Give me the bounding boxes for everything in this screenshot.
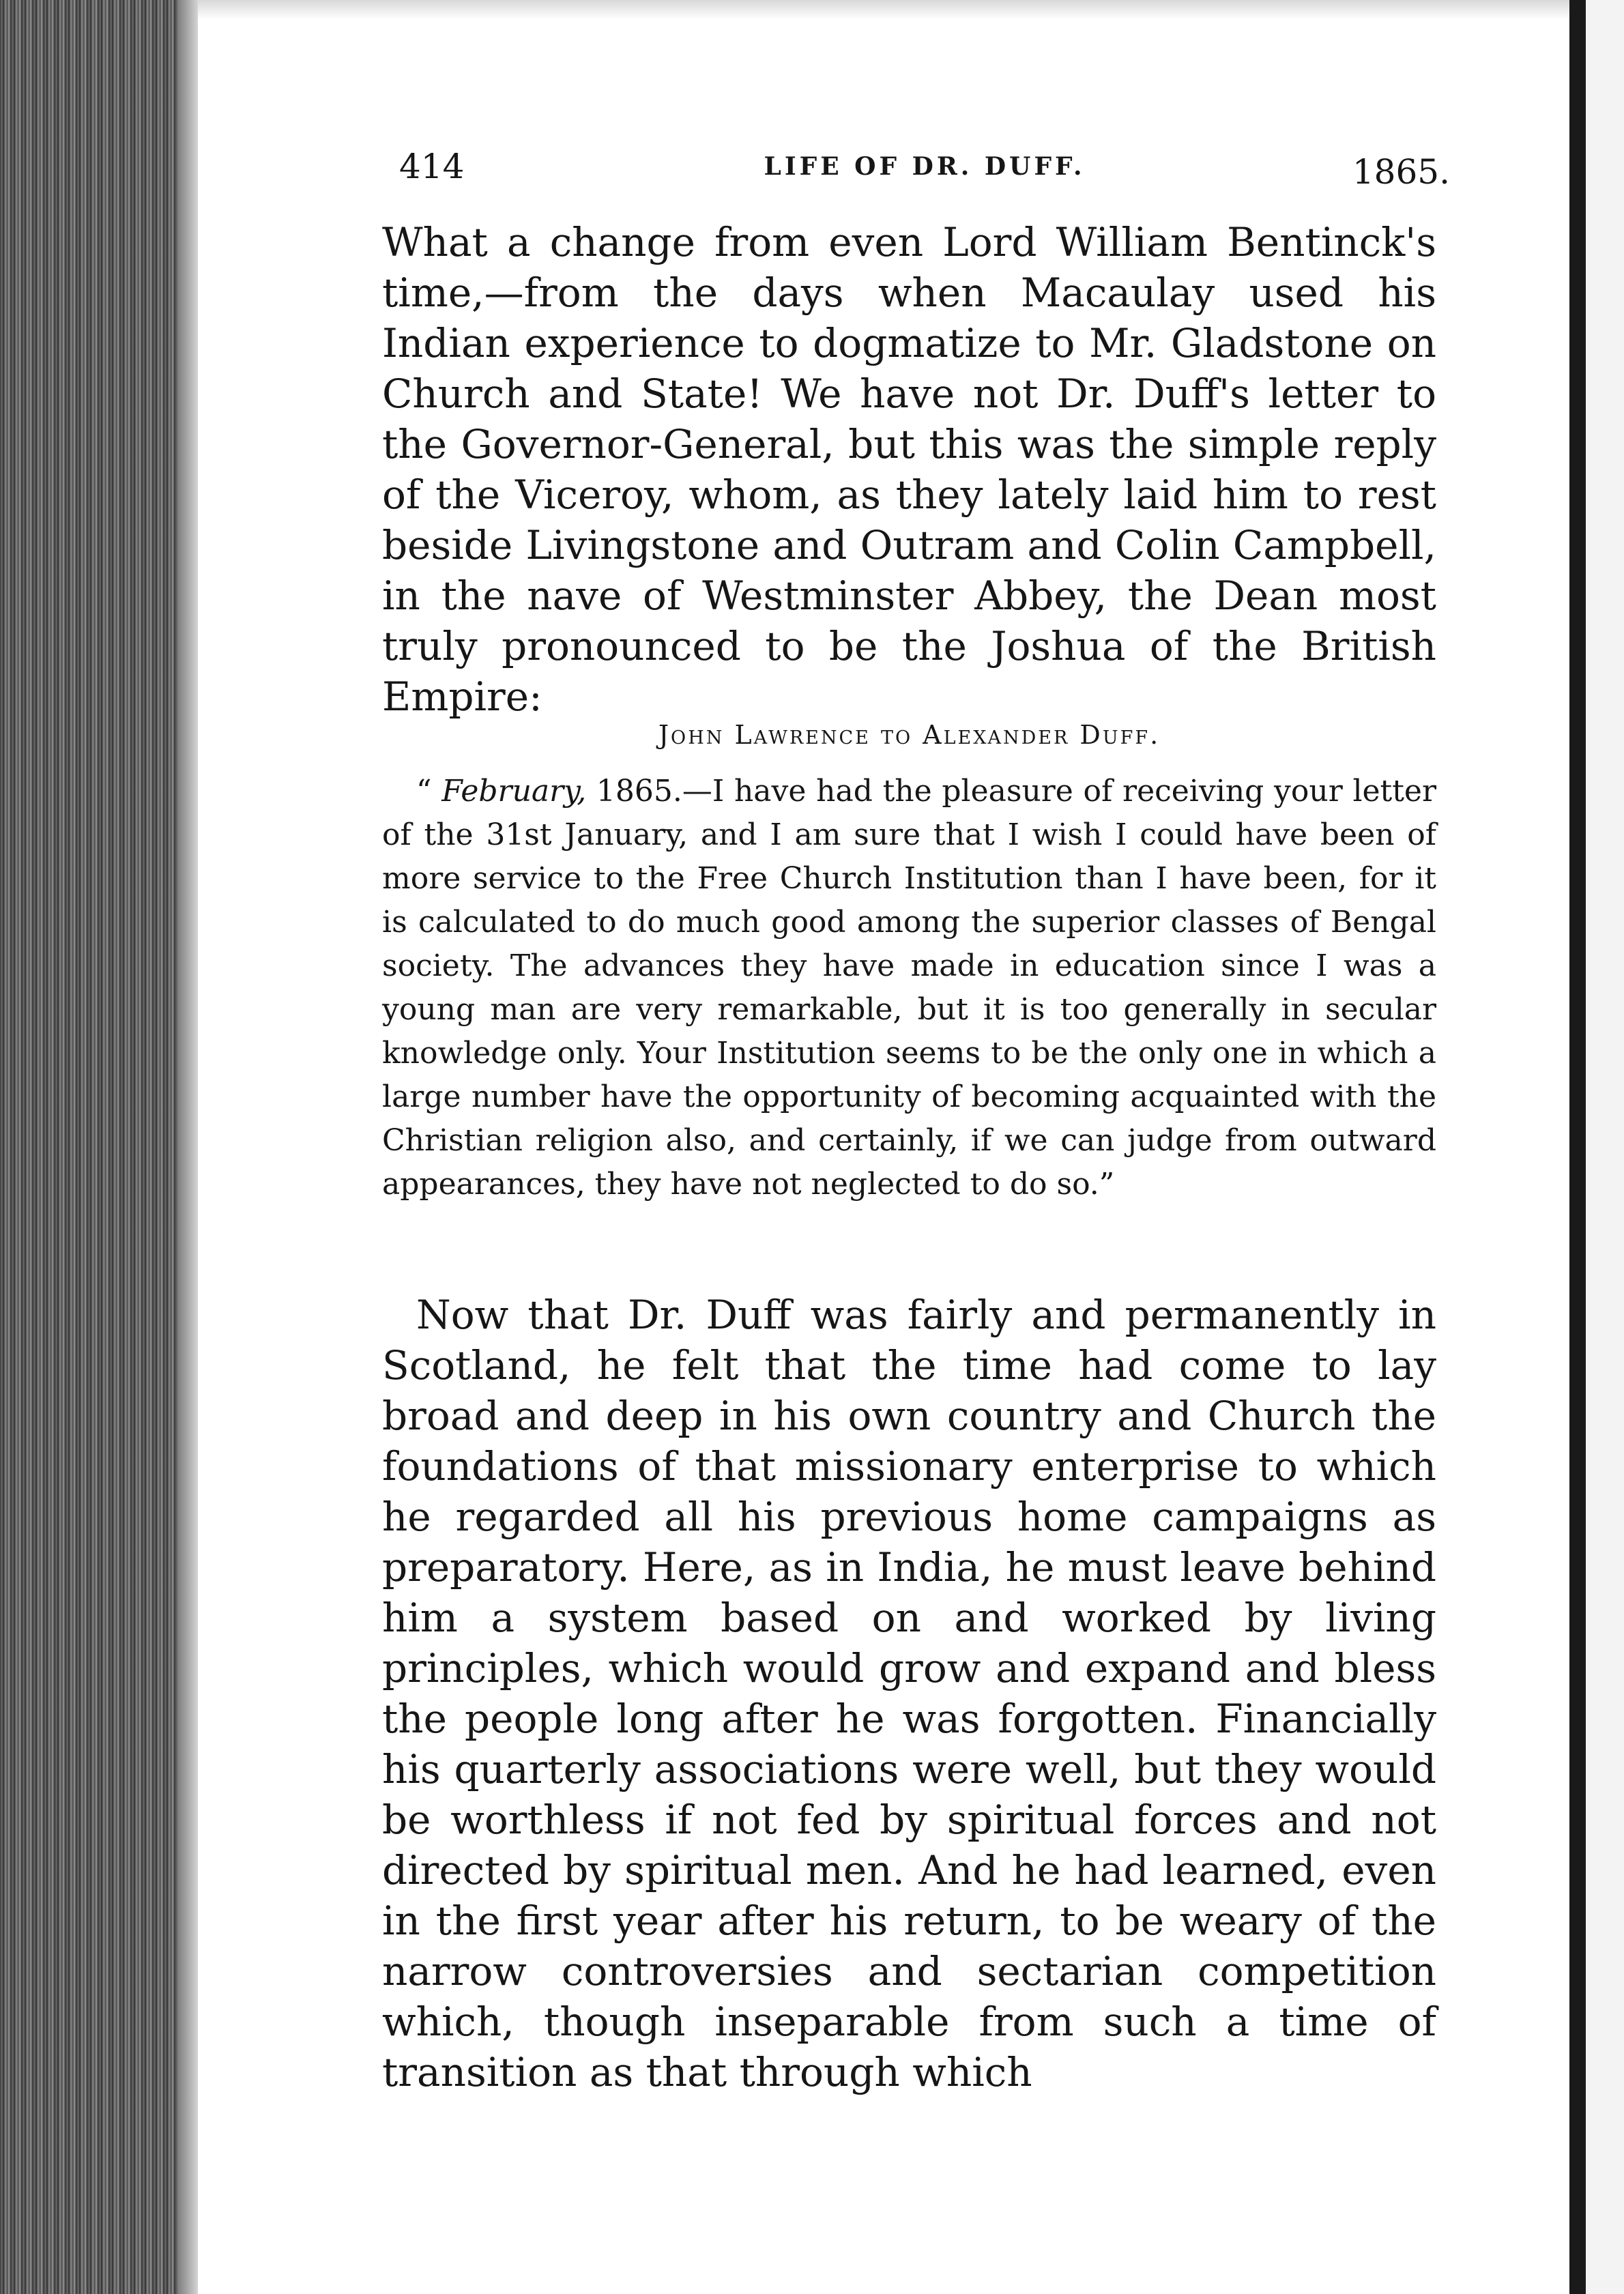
top-page-shadow <box>198 0 1569 19</box>
running-head <box>399 147 1450 194</box>
running-year: 1865. <box>1352 152 1450 192</box>
book-page-edges <box>0 0 198 2294</box>
letter-body: “ February, 1865.—I have had the pleasure of receiving your letter of the 31st January, and I am sure that I wish I could have been of more service to the Free Church Institution than I have been, for it is calculated to do much good among the superior classes of Bengal society. The advances they have made in education since I was a young man are very remarkable, but it is too generally in secular knowledge only. Your Institution seems to be the only one in which a large number have the opportunity of becoming acquainted with the Christian religion also, and certainly, if we can judge from outward appearances, they have not neglected to do so.” <box>382 774 1436 1202</box>
page-number: 414 <box>399 147 465 186</box>
running-title: LIFE OF DR. DUFF. <box>764 152 1086 181</box>
letter-heading: John Lawrence to Alexander Duff. <box>658 720 1161 750</box>
paragraph-1: What a change from even Lord William Bentinck's time,—from the days when Macaulay used his Indian experience to dogmatize to Mr. Gladstone on Church and State! We have not Dr. Duff's letter to the Governor-General, but this was the simple reply of the Viceroy, whom, as they lately laid him to rest beside Livingstone and Outram and Colin Campbell, in the nave of Westminster Abbey, the Dean most truly pronounced to be the Joshua of the British Empire: <box>382 219 1436 720</box>
right-margin <box>1586 0 1624 2294</box>
paragraph-2: Now that Dr. Duff was fairly and permanently in Scotland, he felt that the time had come to lay broad and deep in his own country and Church the foundations of that missionary enterprise to which he regarded all his previous home campaigns as preparatory. Here, as in India, he must leave behind him a system based on and worked by living principles, which would grow and expand and bless the people long after he was forgotten. Financially his quarterly associations were well, but they would be worthless if not fed by spiritual forces and not directed by spiritual men. And he had learned, even in the first year after his return, to be weary of the narrow controversies and sectarian competition which, though inseparable from such a time of transition as that through which <box>382 1292 1436 2095</box>
right-page-edge <box>1569 0 1586 2294</box>
letter-date: February, <box>441 774 587 809</box>
letter-text: 1865.—I have had the pleasure of receiving your letter of the 31st January, and I am sure that I wish I could have been of more service to the Free Church Institution than I have been, for it is calculated to do much good among the superior classes of Bengal society. The advances they have made in education since I was a young man are very remarkable, but it is too generally in secular knowledge only. Your Institution seems to be the only one in which a large number have the opportunity of becoming acquainted with the Christian religion also, and certainly, if we can judge from outward appearances, they have not neglected to do so.” <box>382 774 1436 1202</box>
